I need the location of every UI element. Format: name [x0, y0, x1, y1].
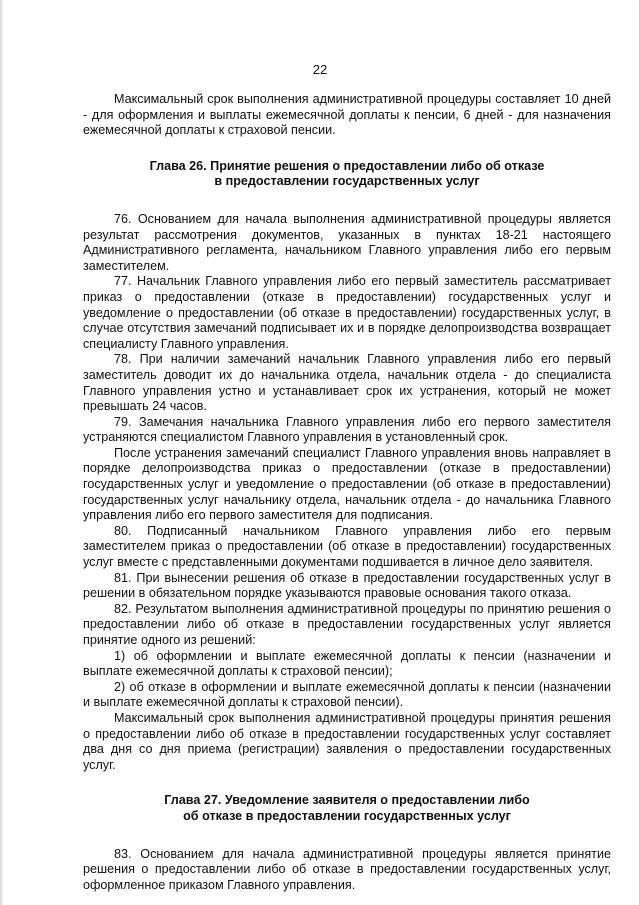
paragraph-79: 79. Замечания начальника Главного управления либо его первого заместителя устраняются специалистом Главного управления в установленный срок. [83, 414, 611, 445]
chapter-26-heading [83, 159, 611, 190]
paragraph-79-continued: После устранения замечаний специалист Главного управления вновь направляет в порядке делопроизводства приказ о предоставлении (отказе в предоставлении) государственных услуг и уведомление о предоставлении (об отказе в предоставлении) государственных услуг начальнику отдела, начальник отдела - до начальника Главного управления либо его первого заместителя для подписания. [83, 445, 611, 523]
paragraph-76: 76. Основанием для начала выполнения административной процедуры является результат рассмотрения документов, указанных в пунктах 18-21 настоящего Административного регламента, начальником Главного управления либо его первым заместителем. [83, 211, 611, 273]
chapter-27-heading-line-2: об отказе в предоставлении государственных услуг [183, 808, 511, 823]
paragraph-81: 81. При вынесении решения об отказе в предоставлении государственных услуг в решении в обязательном порядке указываются правовые основания такого отказа. [83, 570, 611, 601]
chapter-26-heading-line-1: Глава 26. Принятие решения о предоставлении либо об отказе [149, 158, 545, 173]
chapter-26-heading-line-2: в предоставлении государственных услуг [214, 174, 480, 189]
page-edge-shadow [0, 0, 4, 905]
document-body [83, 92, 611, 893]
paragraph-82-item-1: 1) об оформлении и выплате ежемесячной доплаты к пенсии (назначении и выплате ежемесячной доплаты к страховой пенсии); [83, 648, 611, 679]
paragraph-82: 82. Результатом выполнения административной процедуры по принятию решения о предоставлении либо об отказе в предоставлении государственных услуг является принятие одного из решений: [83, 601, 611, 647]
paragraph-intro: Максимальный срок выполнения административной процедуры составляет 10 дней - для оформления и выплаты ежемесячной доплаты к пенсии, 6 дней - для назначения ежемесячной доплаты к страховой пенсии. [83, 92, 611, 138]
paragraph-82-max-term: Максимальный срок выполнения административной процедуры принятия решения о предоставлении либо об отказе в предоставлении государственных услуг составляет два дня со дня приема (регистрации) заявления о предоставлении государственных услуг. [83, 710, 611, 772]
page-number: 22 [312, 62, 328, 77]
chapter-27-heading-line-1: Глава 27. Уведомление заявителя о предоставлении либо [164, 793, 530, 808]
paragraph-83: 83. Основанием для начала административной процедуры является принятие решения о предоставлении либо об отказе в предоставлении государственных услуг, оформленное приказом Главного управления. [83, 846, 611, 892]
paragraph-77: 77. Начальник Главного управления либо его первый заместитель рассматривает приказ о предоставлении (отказе в предоставлении) государственных услуг и уведомление о предоставлении (об отказе в предоставлении) государственных услуг, в случае отсутствия замечаний подписывает их и в порядке делопроизводства возвращает специалисту Главного управления. [83, 274, 611, 351]
paragraph-78: 78. При наличии замечаний начальник Главного управления либо его первый заместитель доводит их до начальника отдела, начальник отдела - до специалиста Главного управления устно и устанавливает срок их устранения, который не может превышать 24 часов. [83, 352, 611, 414]
paragraph-82-item-2: 2) об отказе в оформлении и выплате ежемесячной доплаты к пенсии (назначении и выплате ежемесячной доплаты к страховой пенсии). [83, 679, 611, 710]
paragraph-80: 80. Подписанный начальником Главного управления либо его первым заместителем приказ о предоставлении (об отказе в предоставлении) государственных услуг вместе с представленными документами подшивается в личное дело заявителя. [83, 523, 611, 570]
chapter-27-heading [83, 793, 611, 824]
